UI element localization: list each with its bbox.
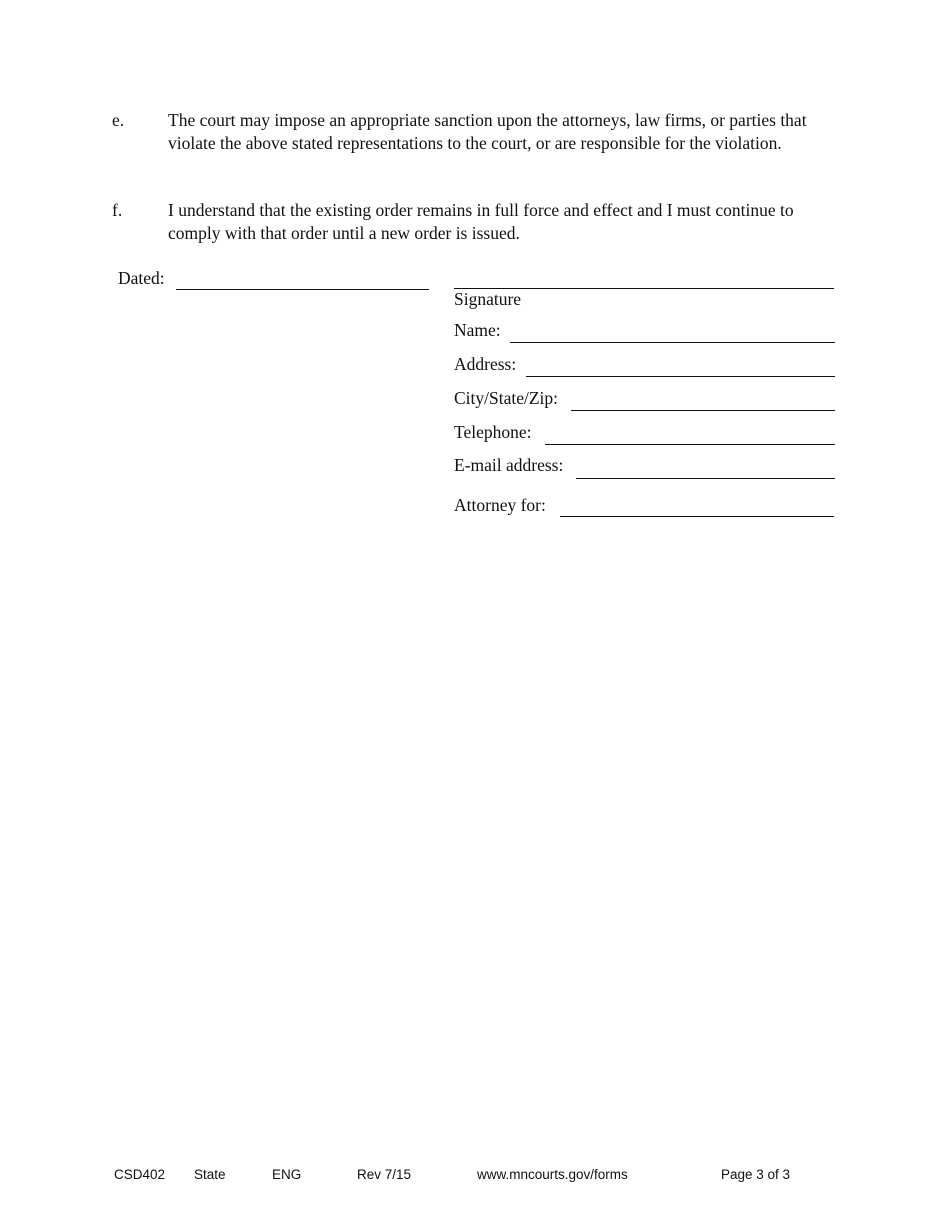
item-letter: f. (112, 200, 123, 220)
telephone-field[interactable] (545, 444, 835, 445)
dated-label: Dated: (118, 268, 165, 288)
attorney-for-field[interactable] (560, 516, 834, 517)
footer-website: www.mncourts.gov/forms (477, 1167, 628, 1182)
attorney-for-label: Attorney for: (454, 495, 546, 515)
item-letter: e. (112, 110, 125, 130)
address-label: Address: (454, 354, 517, 374)
email-field[interactable] (576, 478, 835, 479)
dated-line[interactable] (176, 289, 429, 290)
footer-language: ENG (272, 1167, 302, 1182)
telephone-label: Telephone: (454, 422, 532, 442)
footer-form-code: CSD402 (114, 1167, 166, 1182)
footer-revision: Rev 7/15 (357, 1167, 412, 1182)
list-item-f (112, 199, 852, 249)
name-label: Name: (454, 320, 501, 340)
item-text: I understand that the existing order remains in full force and effect and I must continue to comply with that order until a new order is issued. (168, 200, 794, 243)
signature-label: Signature (454, 289, 522, 309)
list-item-e (112, 109, 852, 179)
city-state-zip-field[interactable] (571, 410, 835, 411)
address-field[interactable] (526, 376, 835, 377)
footer-jurisdiction: State (194, 1167, 226, 1182)
name-field[interactable] (510, 342, 835, 343)
footer-page-number: Page 3 of 3 (721, 1167, 791, 1182)
city-state-zip-label: City/State/Zip: (454, 388, 559, 408)
email-label: E-mail address: (454, 455, 564, 475)
item-text: The court may impose an appropriate sanction upon the attorneys, law firms, or parties that violate the above stated representations to the court, or are responsible for the violation. (168, 110, 807, 153)
